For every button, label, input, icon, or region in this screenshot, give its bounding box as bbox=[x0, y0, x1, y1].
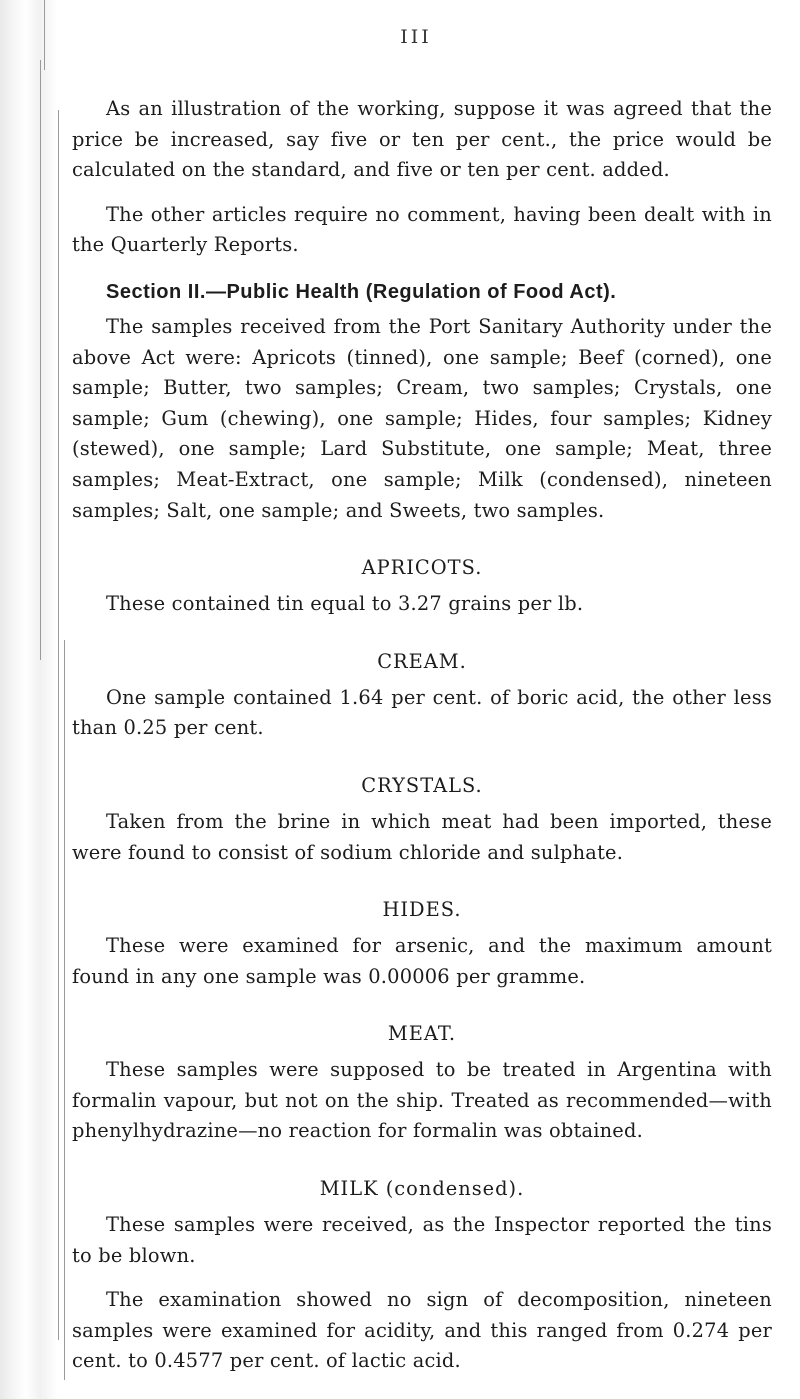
samples-paragraph: The samples received from the Port Sanitary Authority under the above Act were: Apricots (tinned), one sample; Beef (corned), one sample; Butter, two samples; Cream, two samples; Crystals, one sample; Gum (chewing), one sample; Hides, four samples; Kidney (stewed), one sample; Lard Substitute, one sample; Meat, three samples; Meat-Extract, one sample; Milk (condensed), nineteen samples; Salt, one sample; and Sweets, two samples. bbox=[72, 314, 772, 522]
crystals-paragraph: Taken from the brine in which meat had been imported, these were found to consist of sodium chloride and sulphate. bbox=[72, 809, 772, 864]
gutter-line bbox=[40, 60, 41, 660]
page-number: III bbox=[400, 26, 432, 48]
gutter-line bbox=[44, 0, 45, 70]
gutter-line bbox=[64, 640, 65, 1380]
milk-paragraph: These samples were received, as the Inspector reported the tins to be blown. bbox=[72, 1213, 772, 1267]
hides-heading: HIDES. bbox=[382, 898, 462, 922]
apricots-heading: APRICOTS. bbox=[361, 556, 483, 580]
hides-paragraph: These were examined for arsenic, and the maximum amount found in any one sample was 0.00006 per gramme. bbox=[72, 934, 772, 988]
other-articles-paragraph: The other articles require no comment, having been dealt with in the Quarterly Reports. bbox=[72, 202, 772, 257]
cream-paragraph: One sample contained 1.64 per cent. of boric acid, the other less than 0.25 per cent. bbox=[72, 685, 772, 740]
apricots-paragraph: These contained tin equal to 3.27 grains per lb. bbox=[106, 592, 584, 616]
gutter-line bbox=[58, 110, 59, 1340]
cream-heading: CREAM. bbox=[377, 649, 467, 673]
crystals-heading: CRYSTALS. bbox=[361, 773, 483, 797]
meat-paragraph: These samples were supposed to be treated in Argentina with formalin vapour, but not on the ship. Treated as recommended—with phenylhydrazine—no reaction for formalin was obtained. bbox=[72, 1058, 772, 1143]
binding-shadow bbox=[0, 0, 60, 1399]
text-column bbox=[72, 94, 772, 1377]
milk-heading: MILK (condensed). bbox=[319, 1177, 525, 1201]
meat-heading: MEAT. bbox=[387, 1022, 457, 1046]
illustration-paragraph: As an illustration of the working, suppose it was agreed that the price be increased, say five or ten per cent., the price would be calculated on the standard, and five or ten per cent. added. bbox=[72, 97, 772, 182]
section-heading: Section II.—Public Health (Regulation of Food Act). bbox=[106, 280, 617, 303]
milk-examination-paragraph: The examination showed no sign of decomposition, nineteen samples were examined for acidity, and this ranged from 0.274 per cent. to 0.4577 per cent. of lactic acid. bbox=[72, 1288, 772, 1373]
